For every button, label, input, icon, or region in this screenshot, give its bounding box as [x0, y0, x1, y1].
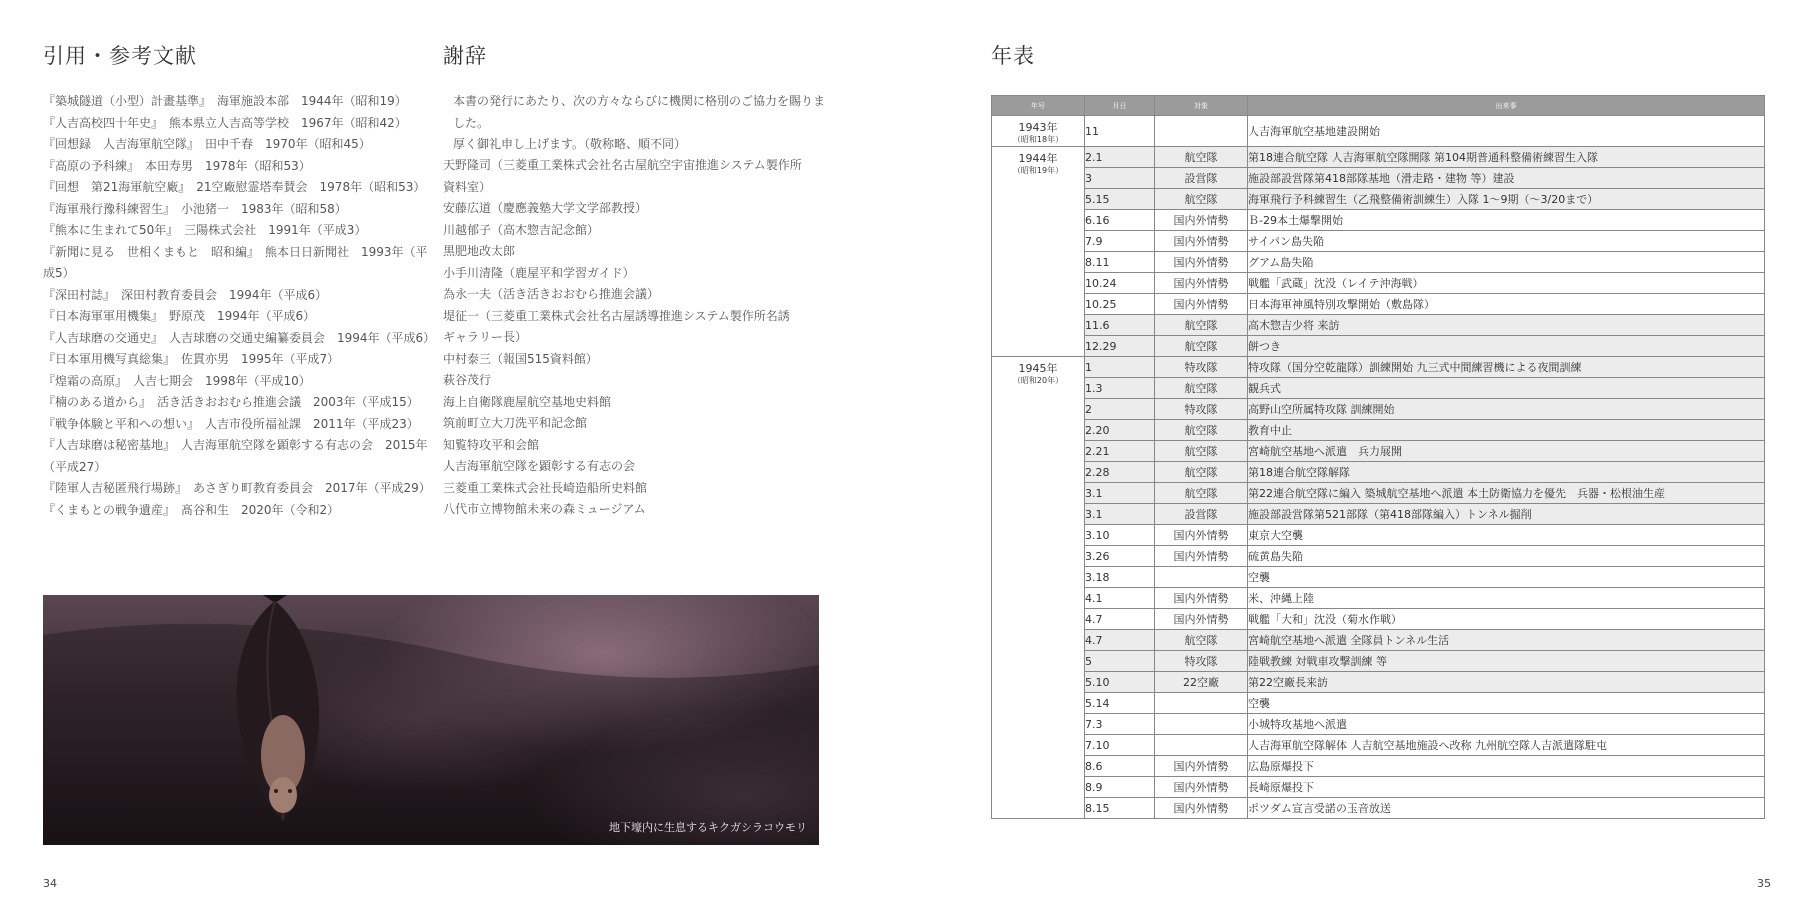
timeline-row: [992, 116, 1765, 147]
timeline-target-cell: 航空隊: [1155, 462, 1248, 483]
timeline-event-cell: 高木惣吉少将 来訪: [1248, 315, 1765, 336]
reference-item: 『日本軍用機写真総集』 佐貫亦男 1995年（平成7）: [43, 352, 340, 366]
timeline-event-cell: 特攻隊（国分空乾龍隊）訓練開始 九三式中間練習機による夜間訓練: [1248, 357, 1765, 378]
ack-intro-line: 本書の発行にあたり、次の方々ならびに機関に格別のご協力を賜りました。: [453, 94, 826, 130]
timeline-date-cell: 4.7: [1085, 630, 1155, 651]
timeline-target-cell: [1155, 714, 1248, 735]
acknowledgement-item: 川越郁子（高木惣吉記念館）: [443, 222, 600, 237]
reference-item: 『煌霜の高原』 人吉七期会 1998年（平成10）: [43, 373, 311, 388]
timeline-date-cell: 8.11: [1085, 252, 1155, 273]
reference-item: 『回想録 人吉海軍航空隊』 田中千春 1970年（昭和45）: [43, 137, 371, 151]
timeline-date-cell: 3.18: [1085, 567, 1155, 588]
timeline-year-cell: [992, 357, 1085, 819]
timeline-event-cell: 小城特攻基地へ派遣: [1248, 714, 1765, 735]
timeline-target-cell: 国内外情勢: [1155, 273, 1248, 294]
reference-item: 『高原の予科練』 本田寿男 1978年（昭和53）: [43, 158, 311, 173]
timeline-target-cell: 航空隊: [1155, 483, 1248, 504]
page-number-right: 35: [1757, 877, 1771, 890]
acknowledgement-item: 黒肥地改太郎: [443, 244, 516, 258]
timeline-event-cell: 第22連合航空隊に編入 築城航空基地へ派遣 本土防衛協力を優先 兵器・松根油生産: [1248, 483, 1765, 504]
timeline-target-cell: 国内外情勢: [1155, 798, 1248, 819]
timeline-target-cell: [1155, 567, 1248, 588]
references-title: 引用・参考文献: [43, 44, 197, 68]
timeline-row: [992, 168, 1765, 189]
timeline-target-cell: 国内外情勢: [1155, 609, 1248, 630]
timeline-row: [992, 525, 1765, 546]
timeline-target-cell: 航空隊: [1155, 378, 1248, 399]
acknowledgement-item: 小手川清隆（鹿屋平和学習ガイド）: [443, 265, 635, 280]
timeline-row: [992, 651, 1765, 672]
reference-item: 『人吉球磨の交通史』 人吉球磨の交通史編纂委員会 1994年（平成6）: [43, 330, 436, 345]
timeline-date-cell: 10.24: [1085, 273, 1155, 294]
timeline-row: [992, 462, 1765, 483]
timeline-event-cell: 米、沖縄上陸: [1248, 588, 1765, 609]
timeline-row: [992, 735, 1765, 756]
timeline-target-cell: 国内外情勢: [1155, 525, 1248, 546]
timeline-event-cell: 東京大空襲: [1248, 525, 1765, 546]
timeline-event-cell: 教育中止: [1248, 420, 1765, 441]
timeline-event-cell: 硫黄島失陥: [1248, 546, 1765, 567]
acknowledgement-item: 人吉海軍航空隊を顕彰する有志の会: [443, 459, 636, 473]
references-list: [43, 91, 436, 521]
timeline-row: [992, 378, 1765, 399]
timeline-row: [992, 777, 1765, 798]
timeline-event-cell: 戦艦「大和」沈没（菊水作戦）: [1248, 609, 1765, 630]
timeline-target-cell: [1155, 116, 1248, 147]
acknowledgement-item: 萩谷茂行: [443, 373, 492, 387]
timeline-row: [992, 441, 1765, 462]
timeline-row: [992, 252, 1765, 273]
acknowledgement-item: 海上自衛隊鹿屋航空基地史料館: [443, 394, 612, 409]
timeline-event-cell: 広島原爆投下: [1248, 756, 1765, 777]
timeline-target-cell: 航空隊: [1155, 147, 1248, 168]
timeline-date-cell: 2.21: [1085, 441, 1155, 462]
timeline-event-cell: グアム島失陥: [1248, 252, 1765, 273]
era-label: （昭和18年）: [1012, 135, 1064, 144]
timeline-date-cell: 4.1: [1085, 588, 1155, 609]
bat-illustration: [43, 595, 819, 845]
era-label: （昭和19年）: [1012, 166, 1064, 175]
timeline-row: [992, 756, 1765, 777]
timeline-target-cell: 国内外情勢: [1155, 777, 1248, 798]
acknowledgement-item: 天野隆司（三菱重工業株式会社名古屋航空宇宙推進システム製作所: [443, 158, 802, 172]
timeline-event-cell: 人吉海軍航空基地建設開始: [1248, 116, 1765, 147]
timeline-date-cell: 5: [1085, 651, 1155, 672]
acknowledgement-item: 中村泰三（報国515資料館）: [443, 351, 598, 366]
timeline-date-cell: 3: [1085, 168, 1155, 189]
col-header-date: 月日: [1085, 96, 1155, 116]
acknowledgement-item: 堤征一（三菱重工業株式会社名古屋誘導推進システム製作所名誘: [443, 308, 790, 323]
timeline-date-cell: 7.3: [1085, 714, 1155, 735]
timeline-date-cell: 3.10: [1085, 525, 1155, 546]
year-label: 1943年: [1018, 121, 1058, 134]
photo-caption: 地下壕内に生息するキクガシラコウモリ: [609, 821, 807, 834]
timeline-event-cell: 観兵式: [1248, 378, 1765, 399]
timeline-target-cell: [1155, 693, 1248, 714]
year-label: 1945年: [1018, 362, 1058, 375]
timeline-row: [992, 336, 1765, 357]
timeline-row: [992, 420, 1765, 441]
timeline-row: [992, 189, 1765, 210]
acknowledgements-intro: [443, 91, 833, 156]
timeline-date-cell: 5.15: [1085, 189, 1155, 210]
timeline-target-cell: 国内外情勢: [1155, 588, 1248, 609]
timeline-target-cell: 航空隊: [1155, 189, 1248, 210]
timeline-event-cell: 長崎原爆投下: [1248, 777, 1765, 798]
timeline-row: [992, 483, 1765, 504]
timeline-event-cell: 日本海軍神風特別攻撃開始（敷島隊）: [1248, 294, 1765, 315]
timeline-year-cell: [992, 116, 1085, 147]
timeline-row: [992, 609, 1765, 630]
reference-item: 『築城隧道（小型）計畫基準』 海軍施設本部 1944年（昭和19）: [43, 94, 407, 108]
timeline-row: [992, 210, 1765, 231]
timeline-target-cell: 特攻隊: [1155, 357, 1248, 378]
timeline-event-cell: 施設部設営隊第521部隊（第418部隊編入）トンネル掘削: [1248, 504, 1765, 525]
acknowledgement-item: 知覧特攻平和会館: [443, 437, 540, 452]
timeline-row: [992, 588, 1765, 609]
timeline-row: [992, 693, 1765, 714]
timeline-target-cell: 国内外情勢: [1155, 546, 1248, 567]
acknowledgement-item: 為永一夫（活き活きおおむら推進会議）: [443, 287, 660, 301]
timeline-date-cell: 2.20: [1085, 420, 1155, 441]
reference-item: 『回想 第21海軍航空廠』 21空廠慰霊塔奉賛会 1978年（昭和53）: [43, 180, 426, 194]
timeline-row: [992, 399, 1765, 420]
timeline-date-cell: 11: [1085, 116, 1155, 147]
timeline-date-cell: 8.9: [1085, 777, 1155, 798]
timeline-date-cell: 6.16: [1085, 210, 1155, 231]
timeline-header-row: [992, 96, 1765, 116]
timeline-target-cell: 国内外情勢: [1155, 294, 1248, 315]
timeline-target-cell: 設営隊: [1155, 504, 1248, 525]
timeline-row: [992, 567, 1765, 588]
reference-item: 『深田村誌』 深田村教育委員会 1994年（平成6）: [43, 287, 328, 302]
timeline-event-cell: 空襲: [1248, 693, 1765, 714]
timeline-event-cell: 人吉海軍航空隊解体 人吉航空基地施設へ改称 九州航空隊人吉派遣隊駐屯: [1248, 735, 1765, 756]
acknowledgement-item: 資料室）: [443, 179, 492, 194]
timeline-target-cell: 航空隊: [1155, 315, 1248, 336]
timeline-target-cell: 航空隊: [1155, 630, 1248, 651]
timeline-title: 年表: [991, 44, 1035, 68]
timeline-row: [992, 630, 1765, 651]
acknowledgements-list: [443, 155, 843, 521]
reference-item: 『戦争体験と平和への想い』 人吉市役所福祉課 2011年（平成23）: [43, 416, 419, 431]
timeline-event-cell: 第22空廠長来訪: [1248, 672, 1765, 693]
timeline-event-cell: 宮崎航空基地へ派遣 兵力展開: [1248, 441, 1765, 462]
timeline-date-cell: 2: [1085, 399, 1155, 420]
timeline-year-cell: [992, 147, 1085, 357]
timeline-date-cell: 4.7: [1085, 609, 1155, 630]
timeline-row: [992, 357, 1765, 378]
timeline-row: [992, 714, 1765, 735]
timeline-table: [991, 95, 1765, 819]
reference-item: 『くまもとの戦争遺産』 髙谷和生 2020年（令和2）: [43, 502, 340, 517]
timeline-event-cell: ポツダム宣言受諾の玉音放送: [1248, 798, 1765, 819]
timeline-event-cell: 餅つき: [1248, 336, 1765, 357]
timeline-target-cell: [1155, 735, 1248, 756]
timeline-date-cell: 3.1: [1085, 483, 1155, 504]
timeline-target-cell: 航空隊: [1155, 441, 1248, 462]
reference-item: 『陸軍人吉秘匿飛行場跡』 あさぎり町教育委員会 2017年（平成29）: [43, 481, 431, 495]
timeline-row: [992, 546, 1765, 567]
reference-item: 『日本海軍軍用機集』 野原茂 1994年（平成6）: [43, 309, 316, 323]
timeline-target-cell: 国内外情勢: [1155, 252, 1248, 273]
col-header-year: 年号: [992, 96, 1085, 116]
timeline-row: [992, 273, 1765, 294]
timeline-date-cell: 11.6: [1085, 315, 1155, 336]
timeline-event-cell: 施設部設営隊第418部隊基地（滑走路・建物 等）建設: [1248, 168, 1765, 189]
acknowledgement-item: 安藤広道（慶應義塾大学文学部教授）: [443, 201, 648, 215]
timeline-date-cell: 3.26: [1085, 546, 1155, 567]
reference-item: 『新聞に見る 世相くまもと 昭和編』 熊本日日新聞社 1993年（平成5）: [43, 244, 428, 280]
reference-item: 『熊本に生まれて50年』 三陽株式会社 1991年（平成3）: [43, 223, 367, 237]
timeline-event-cell: 陸戦教練 対戦車攻撃訓練 等: [1248, 651, 1765, 672]
timeline-event-cell: Ｂ-29本土爆撃開始: [1248, 210, 1765, 231]
year-label: 1944年: [1018, 152, 1058, 165]
timeline-row: [992, 672, 1765, 693]
ack-intro-line: 厚く御礼申し上げます。（敬称略、順不同）: [453, 137, 687, 151]
reference-item: 『楠のある道から』 活き活きおおむら推進会議 2003年（平成15）: [43, 395, 419, 409]
timeline-date-cell: 1: [1085, 357, 1155, 378]
timeline-date-cell: 8.15: [1085, 798, 1155, 819]
timeline-date-cell: 5.14: [1085, 693, 1155, 714]
timeline-row: [992, 231, 1765, 252]
acknowledgement-item: ギャラリー長）: [443, 330, 528, 344]
reference-item: （平成27）: [43, 459, 107, 474]
timeline-target-cell: 国内外情勢: [1155, 210, 1248, 231]
timeline-date-cell: 2.1: [1085, 147, 1155, 168]
timeline-date-cell: 10.25: [1085, 294, 1155, 315]
acknowledgement-item: 三菱重工業株式会社長崎造船所史料館: [443, 480, 648, 495]
timeline-row: [992, 504, 1765, 525]
col-header-event: 出来事: [1248, 96, 1765, 116]
right-page: [900, 0, 1800, 900]
timeline-event-cell: 高野山空所属特攻隊 訓練開始: [1248, 399, 1765, 420]
timeline-date-cell: 7.9: [1085, 231, 1155, 252]
timeline-event-cell: 海軍飛行予科練習生（乙飛整備術訓練生）入隊 1～9期（～3/20まで）: [1248, 189, 1765, 210]
timeline-date-cell: 3.1: [1085, 504, 1155, 525]
timeline-event-cell: サイパン島失陥: [1248, 231, 1765, 252]
timeline-target-cell: 国内外情勢: [1155, 231, 1248, 252]
timeline-event-cell: 宮崎航空基地へ派遣 全隊員トンネル生活: [1248, 630, 1765, 651]
timeline-event-cell: 第18連合航空隊解隊: [1248, 462, 1765, 483]
acknowledgements-title: 謝辞: [443, 44, 487, 68]
reference-item: 『海軍飛行豫科練習生』 小池猪一 1983年（昭和58）: [43, 201, 347, 216]
timeline-event-cell: 戦艦「武蔵」沈没（レイテ沖海戦）: [1248, 273, 1765, 294]
col-header-target: 対象: [1155, 96, 1248, 116]
timeline-row: [992, 315, 1765, 336]
reference-item: 『人吉球磨は秘密基地』 人吉海軍航空隊を顕彰する有志の会 2015年: [43, 438, 428, 452]
timeline-target-cell: 国内外情勢: [1155, 756, 1248, 777]
timeline-row: [992, 798, 1765, 819]
timeline-target-cell: 航空隊: [1155, 420, 1248, 441]
page-number-left: 34: [43, 877, 57, 890]
timeline-target-cell: 設営隊: [1155, 168, 1248, 189]
timeline-target-cell: 特攻隊: [1155, 651, 1248, 672]
reference-item: 『人吉高校四十年史』 熊本県立人吉高等学校 1967年（昭和42）: [43, 115, 407, 130]
timeline-date-cell: 2.28: [1085, 462, 1155, 483]
era-label: （昭和20年）: [1012, 376, 1064, 385]
bat-photo: [43, 595, 819, 845]
timeline-date-cell: 7.10: [1085, 735, 1155, 756]
timeline-date-cell: 1.3: [1085, 378, 1155, 399]
timeline-date-cell: 8.6: [1085, 756, 1155, 777]
timeline-event-cell: 第18連合航空隊 人吉海軍航空隊開隊 第104期普通科整備術練習生入隊: [1248, 147, 1765, 168]
timeline-row: [992, 147, 1765, 168]
timeline-date-cell: 12.29: [1085, 336, 1155, 357]
acknowledgement-item: 筑前町立大刀洗平和記念館: [443, 416, 588, 430]
timeline-event-cell: 空襲: [1248, 567, 1765, 588]
timeline-target-cell: 22空廠: [1155, 672, 1248, 693]
timeline-target-cell: 特攻隊: [1155, 399, 1248, 420]
timeline-date-cell: 5.10: [1085, 672, 1155, 693]
timeline-target-cell: 航空隊: [1155, 336, 1248, 357]
timeline-row: [992, 294, 1765, 315]
acknowledgement-item: 八代市立博物館未来の森ミュージアム: [443, 502, 646, 516]
